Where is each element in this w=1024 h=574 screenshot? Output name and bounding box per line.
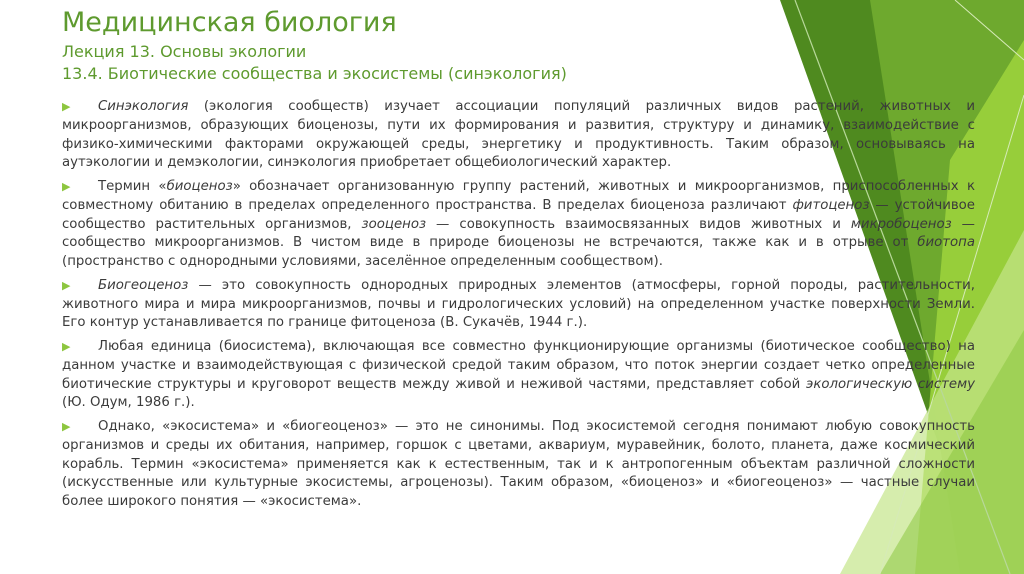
paragraph-text: » обозначает организованную группу растений, животных и микроорганизмов, приспособленных к совместному обитанию в пределах определенного пространства. В пределах биоценоза различают bbox=[62, 178, 975, 213]
bullet-arrow-icon: ▶ bbox=[62, 179, 71, 193]
term-italic: биотопа bbox=[917, 235, 975, 251]
term-italic: экологическую систему bbox=[806, 376, 976, 392]
bullet-arrow-icon: ▶ bbox=[62, 278, 71, 292]
paragraph-text: Однако, «экосистема» и «биогеоценоз» — это не синонимы. Под экосистемой сегодня понимают любую совокупность организмов и среды их обитания, например, горшок с цветами, аквариум, муравейник, болото, планета, даже космический корабль. Термин «экосистема» применяется как к естественным, так и к антропогенным объектам различной сложности (искусственные или культурные экосистемы, агроценозы). Таким образом, «биоценоз» и «биогеоценоз» — частные случаи более широкого понятия — «экосистема». bbox=[62, 418, 975, 510]
term-italic: биоценоз bbox=[166, 178, 233, 194]
paragraph-text: (экология сообществ) изучает ассоциации популяций различных видов растений, животных и микроорганизмов, образующих биоценозы, пути их формирования и развития, структуру и динамику, взаимодействие с физико-химическими факторами окружающей среды, энергетику и продуктивность. Таким образом, основываясь на аутэкологии и демэкологии, синэкология приобретает общебиологический характер. bbox=[62, 99, 975, 171]
paragraph-text: Любая единица (биосистема), включающая все совместно функционирующие организмы (биотическое сообщество) на данном участке и взаимодействующая с физической средой таким образом, что поток энергии создает четко определенные биотические структуры и круговорот веществ между живой и неживой частями, представляет собой bbox=[62, 338, 975, 392]
section-subtitle: 13.4. Биотические сообщества и экосистемы (синэкология) bbox=[62, 64, 567, 83]
title-block bbox=[62, 5, 782, 85]
bullet-paragraph bbox=[62, 338, 975, 413]
bullet-paragraph bbox=[62, 98, 975, 173]
bullet-paragraph bbox=[62, 418, 975, 512]
paragraph-text: — сообщество микроорганизмов. В чистом виде в природе биоценозы не встречаются, также как и в отрыве от bbox=[62, 216, 975, 251]
term-italic: зооценоз bbox=[361, 216, 427, 232]
term-italic: микробоценоз bbox=[850, 216, 952, 232]
content-body bbox=[62, 98, 975, 517]
term-italic: Синэкология bbox=[98, 99, 189, 114]
bullet-paragraph bbox=[62, 277, 975, 333]
paragraph-text: — это совокупность однородных природных элементов (атмосферы, горной породы, растительности, животного мира и мира микроорганизмов, почвы и гидрологических условий) на определенном участке поверхности Земли. Его контур устанавливается по границе фитоценоза (В. Сукачёв, 1944 г.). bbox=[62, 277, 975, 331]
paragraph-text: — совокупность взаимосвязанных видов животных и bbox=[426, 216, 851, 232]
bullet-arrow-icon: ▶ bbox=[62, 100, 71, 113]
bullet-arrow-icon: ▶ bbox=[62, 419, 71, 433]
bullet-arrow-icon: ▶ bbox=[62, 339, 71, 353]
slide-title: Медицинская биология bbox=[62, 7, 397, 38]
term-italic: Биогеоценоз bbox=[98, 277, 189, 293]
paragraph-text: — устойчивое сообщество растительных организмов, bbox=[62, 197, 975, 232]
lecture-subtitle: Лекция 13. Основы экологии bbox=[62, 42, 307, 61]
bullet-paragraph bbox=[62, 178, 975, 272]
term-italic: фитоценоз bbox=[792, 197, 870, 213]
paragraph-text: (Ю. Одум, 1986 г.). bbox=[62, 395, 195, 411]
paragraph-text: (пространство с однородными условиями, заселённое определенным сообществом). bbox=[62, 254, 663, 270]
paragraph-text: Термин « bbox=[98, 178, 167, 194]
